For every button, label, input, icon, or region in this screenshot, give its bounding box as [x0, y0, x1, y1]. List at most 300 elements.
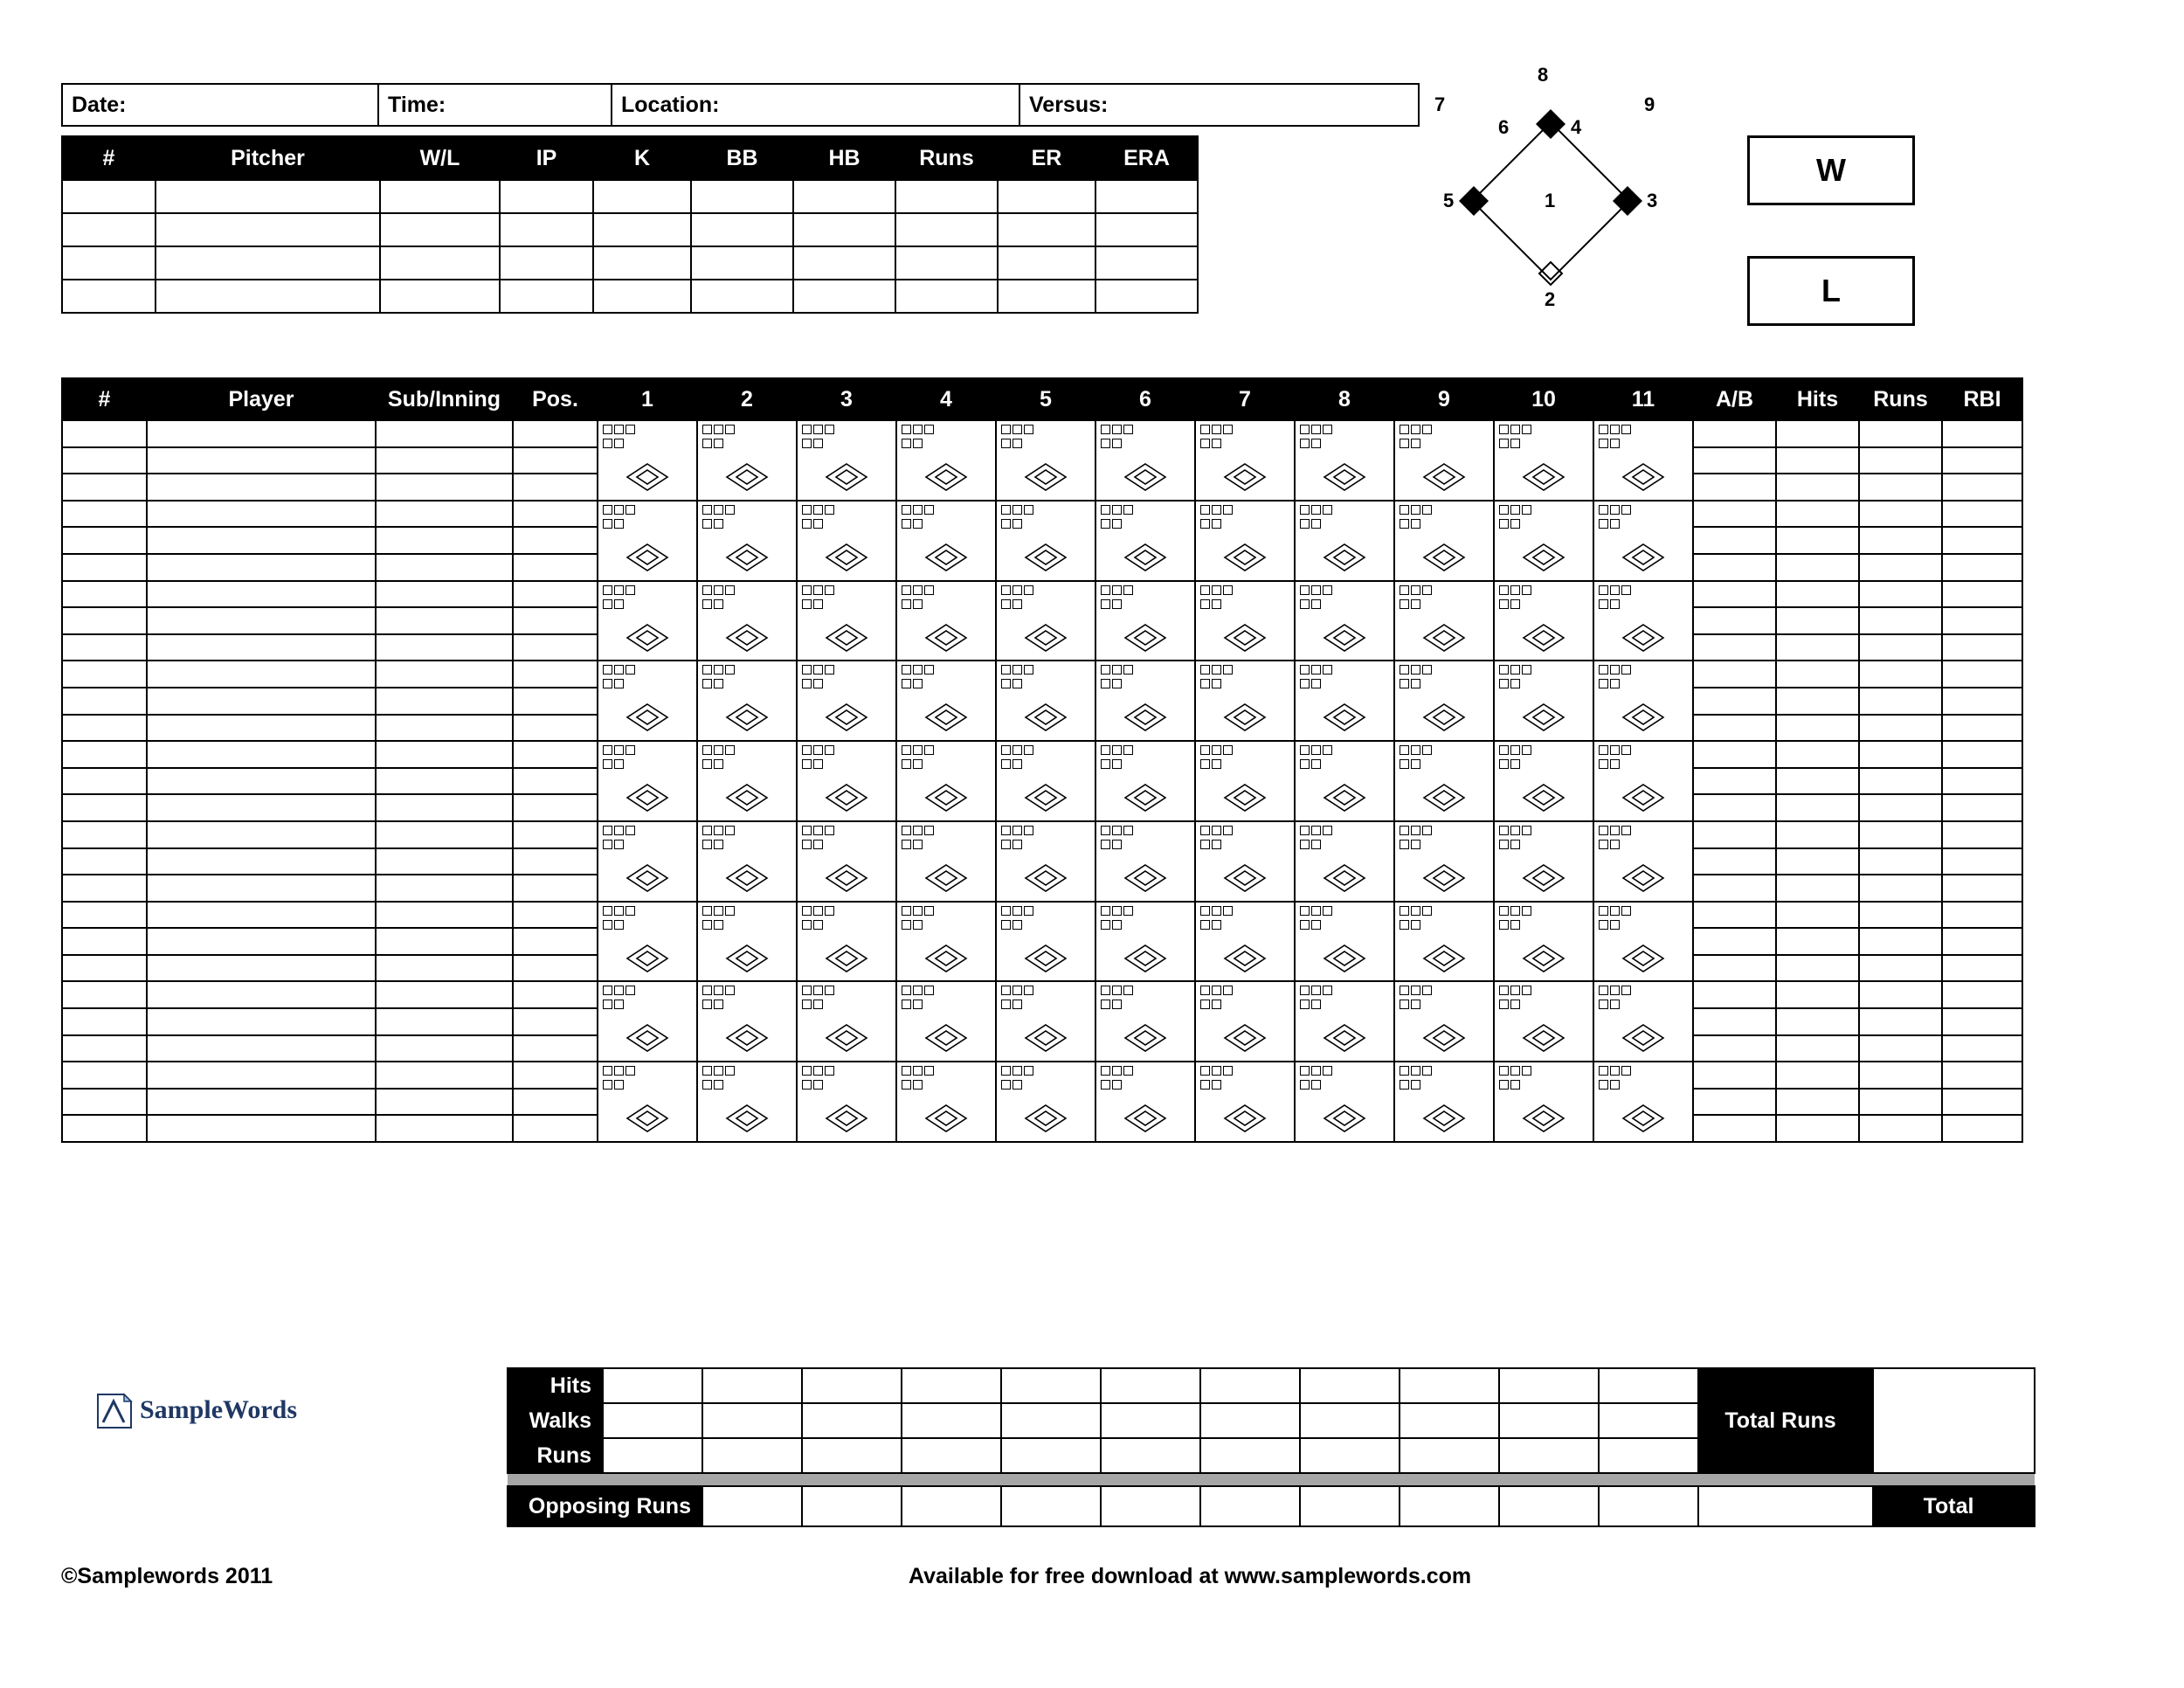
- ball-count-boxes[interactable]: [1400, 505, 1432, 515]
- ball-box[interactable]: [1223, 986, 1233, 995]
- strike-count-boxes[interactable]: [1499, 759, 1520, 769]
- ab-cell[interactable]: [1693, 768, 1776, 795]
- base-path-diamond-icon[interactable]: [824, 461, 869, 499]
- rbi-cell[interactable]: [1942, 581, 2022, 608]
- ball-box[interactable]: [1510, 826, 1520, 835]
- player-name-cell[interactable]: [147, 501, 376, 528]
- pitcher-cell[interactable]: [380, 246, 500, 280]
- ab-cell[interactable]: [1693, 1008, 1776, 1035]
- strike-box[interactable]: [1599, 840, 1608, 849]
- pitcher-cell[interactable]: [156, 213, 380, 246]
- player-name-cell[interactable]: [147, 581, 376, 608]
- base-path-diamond-icon[interactable]: [1421, 461, 1467, 499]
- ball-box[interactable]: [1422, 906, 1432, 916]
- opposing-runs-inning-cell[interactable]: [1400, 1486, 1499, 1526]
- player-name-cell[interactable]: [147, 1008, 376, 1035]
- rbi-cell[interactable]: [1942, 474, 2022, 501]
- strike-box[interactable]: [1013, 920, 1022, 930]
- pitcher-cell[interactable]: [500, 280, 593, 313]
- hits-inning-cell[interactable]: [902, 1368, 1001, 1403]
- ball-box[interactable]: [1422, 505, 1432, 515]
- pitcher-cell[interactable]: [998, 213, 1095, 246]
- inning-cell[interactable]: [1394, 1062, 1494, 1142]
- strike-count-boxes[interactable]: [802, 1080, 823, 1090]
- base-path-diamond-icon[interactable]: [824, 862, 869, 900]
- ball-box[interactable]: [1323, 986, 1332, 995]
- strike-box[interactable]: [1300, 1000, 1310, 1009]
- rbi-cell[interactable]: [1942, 527, 2022, 554]
- runs-cell[interactable]: [1859, 581, 1942, 608]
- ball-count-boxes[interactable]: [1400, 425, 1432, 434]
- ball-box[interactable]: [1123, 505, 1133, 515]
- ball-box[interactable]: [1112, 745, 1122, 755]
- ball-box[interactable]: [614, 505, 624, 515]
- ball-count-boxes[interactable]: [902, 745, 934, 755]
- pitcher-cell[interactable]: [62, 213, 156, 246]
- strike-box[interactable]: [1200, 679, 1210, 688]
- hits-cell[interactable]: [1776, 902, 1859, 929]
- position-cell[interactable]: [513, 634, 598, 661]
- ball-box[interactable]: [924, 585, 934, 595]
- base-path-diamond-icon[interactable]: [1621, 862, 1666, 900]
- strike-box[interactable]: [603, 759, 612, 769]
- opposing-runs-inning-cell[interactable]: [1698, 1486, 1873, 1526]
- base-path-diamond-icon[interactable]: [1023, 542, 1068, 579]
- inning-cell[interactable]: [1095, 501, 1195, 581]
- inning-cell[interactable]: [1195, 1062, 1295, 1142]
- strike-box[interactable]: [1311, 599, 1321, 609]
- opposing-runs-inning-cell[interactable]: [1101, 1486, 1200, 1526]
- rbi-cell[interactable]: [1942, 1115, 2022, 1142]
- pitcher-cell[interactable]: [793, 213, 895, 246]
- strike-box[interactable]: [614, 920, 624, 930]
- ball-box[interactable]: [825, 745, 834, 755]
- inning-cell[interactable]: [697, 821, 797, 902]
- strike-box[interactable]: [902, 840, 911, 849]
- strike-box[interactable]: [1212, 759, 1221, 769]
- strike-count-boxes[interactable]: [1599, 759, 1620, 769]
- player-number-cell[interactable]: [62, 928, 147, 955]
- strike-box[interactable]: [1610, 759, 1620, 769]
- base-path-diamond-icon[interactable]: [1621, 542, 1666, 579]
- sub-inning-cell[interactable]: [376, 768, 513, 795]
- ball-box[interactable]: [1311, 986, 1321, 995]
- inning-cell[interactable]: [1195, 741, 1295, 821]
- ball-box[interactable]: [1212, 1066, 1221, 1076]
- inning-cell[interactable]: [1394, 981, 1494, 1062]
- ball-box[interactable]: [1300, 665, 1310, 675]
- player-name-cell[interactable]: [147, 928, 376, 955]
- inning-cell[interactable]: [598, 501, 697, 581]
- strike-box[interactable]: [1001, 920, 1011, 930]
- pitcher-cell[interactable]: [62, 180, 156, 213]
- ball-box[interactable]: [1024, 906, 1033, 916]
- ball-count-boxes[interactable]: [1200, 585, 1233, 595]
- player-number-cell[interactable]: [62, 688, 147, 715]
- base-path-diamond-icon[interactable]: [1621, 1022, 1666, 1060]
- ball-count-boxes[interactable]: [902, 585, 934, 595]
- ball-box[interactable]: [1621, 906, 1631, 916]
- strike-box[interactable]: [1400, 840, 1409, 849]
- ball-box[interactable]: [1112, 826, 1122, 835]
- ball-box[interactable]: [1024, 425, 1033, 434]
- strike-count-boxes[interactable]: [1300, 920, 1321, 930]
- ball-box[interactable]: [625, 745, 635, 755]
- ball-count-boxes[interactable]: [603, 585, 635, 595]
- strike-box[interactable]: [813, 519, 823, 529]
- ball-box[interactable]: [1522, 505, 1531, 515]
- ball-count-boxes[interactable]: [902, 1066, 934, 1076]
- base-path-diamond-icon[interactable]: [1521, 542, 1566, 579]
- strike-box[interactable]: [1101, 920, 1110, 930]
- strike-count-boxes[interactable]: [802, 519, 823, 529]
- ball-count-boxes[interactable]: [1499, 665, 1531, 675]
- strike-box[interactable]: [802, 1000, 812, 1009]
- ball-box[interactable]: [1323, 505, 1332, 515]
- strike-box[interactable]: [1610, 1000, 1620, 1009]
- player-name-cell[interactable]: [147, 447, 376, 474]
- ball-box[interactable]: [1013, 505, 1022, 515]
- ball-box[interactable]: [1499, 986, 1509, 995]
- runs-cell[interactable]: [1859, 981, 1942, 1008]
- inning-cell[interactable]: [1593, 501, 1693, 581]
- inning-cell[interactable]: [1095, 981, 1195, 1062]
- hits-cell[interactable]: [1776, 1008, 1859, 1035]
- base-path-diamond-icon[interactable]: [724, 542, 770, 579]
- inning-cell[interactable]: [1494, 821, 1593, 902]
- ball-box[interactable]: [1411, 906, 1420, 916]
- strike-count-boxes[interactable]: [1400, 920, 1420, 930]
- ball-box[interactable]: [1311, 826, 1321, 835]
- strike-box[interactable]: [614, 679, 624, 688]
- ball-count-boxes[interactable]: [1400, 826, 1432, 835]
- ball-box[interactable]: [1101, 665, 1110, 675]
- ab-cell[interactable]: [1693, 1035, 1776, 1062]
- ball-box[interactable]: [1223, 906, 1233, 916]
- ball-count-boxes[interactable]: [902, 986, 934, 995]
- strike-count-boxes[interactable]: [1499, 679, 1520, 688]
- inning-cell[interactable]: [1095, 661, 1195, 741]
- hits-inning-cell[interactable]: [802, 1368, 902, 1403]
- ball-count-boxes[interactable]: [1599, 1066, 1631, 1076]
- inning-cell[interactable]: [1095, 581, 1195, 661]
- ball-box[interactable]: [1123, 425, 1133, 434]
- ball-count-boxes[interactable]: [702, 1066, 735, 1076]
- strike-box[interactable]: [1001, 1000, 1011, 1009]
- ball-box[interactable]: [1610, 986, 1620, 995]
- base-path-diamond-icon[interactable]: [1521, 943, 1566, 980]
- strike-box[interactable]: [913, 920, 923, 930]
- strike-count-boxes[interactable]: [1101, 759, 1122, 769]
- ball-count-boxes[interactable]: [603, 906, 635, 916]
- strike-box[interactable]: [603, 599, 612, 609]
- strike-box[interactable]: [1411, 679, 1420, 688]
- hits-cell[interactable]: [1776, 1062, 1859, 1089]
- ball-box[interactable]: [702, 665, 712, 675]
- hits-inning-cell[interactable]: [1599, 1368, 1698, 1403]
- strike-count-boxes[interactable]: [702, 599, 723, 609]
- ball-box[interactable]: [825, 585, 834, 595]
- strike-box[interactable]: [1200, 1080, 1210, 1090]
- player-name-cell[interactable]: [147, 848, 376, 875]
- ball-box[interactable]: [1024, 826, 1033, 835]
- base-path-diamond-icon[interactable]: [1421, 862, 1467, 900]
- strike-box[interactable]: [603, 679, 612, 688]
- strike-box[interactable]: [1001, 840, 1011, 849]
- position-cell[interactable]: [513, 501, 598, 528]
- player-name-cell[interactable]: [147, 821, 376, 848]
- strike-box[interactable]: [1599, 439, 1608, 448]
- ball-count-boxes[interactable]: [802, 505, 834, 515]
- pitcher-cell[interactable]: [691, 246, 793, 280]
- ball-count-boxes[interactable]: [1400, 665, 1432, 675]
- pitcher-cell[interactable]: [691, 280, 793, 313]
- ball-box[interactable]: [1001, 1066, 1011, 1076]
- opposing-runs-inning-cell[interactable]: [1200, 1486, 1300, 1526]
- ball-count-boxes[interactable]: [902, 665, 934, 675]
- pitcher-cell[interactable]: [500, 213, 593, 246]
- ball-box[interactable]: [1510, 585, 1520, 595]
- ball-box[interactable]: [714, 826, 723, 835]
- strike-box[interactable]: [1610, 920, 1620, 930]
- ab-cell[interactable]: [1693, 955, 1776, 982]
- base-path-diamond-icon[interactable]: [1023, 782, 1068, 820]
- base-path-diamond-icon[interactable]: [1621, 943, 1666, 980]
- runs-inning-cell[interactable]: [1001, 1438, 1101, 1473]
- strike-box[interactable]: [1001, 439, 1011, 448]
- strike-count-boxes[interactable]: [1200, 920, 1221, 930]
- ball-box[interactable]: [902, 425, 911, 434]
- ball-box[interactable]: [603, 826, 612, 835]
- inning-cell[interactable]: [797, 821, 896, 902]
- ab-cell[interactable]: [1693, 1115, 1776, 1142]
- strike-box[interactable]: [1400, 1000, 1409, 1009]
- walks-inning-cell[interactable]: [702, 1403, 802, 1438]
- hits-inning-cell[interactable]: [603, 1368, 702, 1403]
- hits-cell[interactable]: [1776, 634, 1859, 661]
- base-path-diamond-icon[interactable]: [1023, 461, 1068, 499]
- ball-box[interactable]: [1510, 745, 1520, 755]
- ball-box[interactable]: [603, 505, 612, 515]
- ball-box[interactable]: [1101, 986, 1110, 995]
- inning-cell[interactable]: [1593, 981, 1693, 1062]
- ball-box[interactable]: [1013, 986, 1022, 995]
- ball-box[interactable]: [1422, 826, 1432, 835]
- ball-box[interactable]: [1400, 425, 1409, 434]
- runs-cell[interactable]: [1859, 848, 1942, 875]
- inning-cell[interactable]: [1494, 501, 1593, 581]
- hits-inning-cell[interactable]: [1300, 1368, 1400, 1403]
- strike-box[interactable]: [1411, 599, 1420, 609]
- inning-cell[interactable]: [797, 741, 896, 821]
- player-number-cell[interactable]: [62, 474, 147, 501]
- ball-box[interactable]: [702, 745, 712, 755]
- rbi-cell[interactable]: [1942, 794, 2022, 821]
- strike-count-boxes[interactable]: [1599, 599, 1620, 609]
- strike-box[interactable]: [702, 439, 712, 448]
- inning-cell[interactable]: [1095, 741, 1195, 821]
- ball-count-boxes[interactable]: [1200, 826, 1233, 835]
- strike-box[interactable]: [614, 1080, 624, 1090]
- strike-box[interactable]: [1411, 1000, 1420, 1009]
- ball-count-boxes[interactable]: [802, 425, 834, 434]
- inning-cell[interactable]: [1593, 821, 1693, 902]
- strike-count-boxes[interactable]: [902, 1080, 923, 1090]
- ball-box[interactable]: [1112, 906, 1122, 916]
- strike-count-boxes[interactable]: [1101, 840, 1122, 849]
- ball-box[interactable]: [625, 986, 635, 995]
- base-path-diamond-icon[interactable]: [625, 1103, 670, 1140]
- strike-count-boxes[interactable]: [1300, 1000, 1321, 1009]
- strike-box[interactable]: [902, 679, 911, 688]
- runs-cell[interactable]: [1859, 741, 1942, 768]
- strike-box[interactable]: [902, 599, 911, 609]
- player-number-cell[interactable]: [62, 447, 147, 474]
- strike-box[interactable]: [1411, 439, 1420, 448]
- ball-box[interactable]: [1400, 665, 1409, 675]
- ball-box[interactable]: [714, 665, 723, 675]
- player-number-cell[interactable]: [62, 501, 147, 528]
- ball-count-boxes[interactable]: [1300, 505, 1332, 515]
- strike-box[interactable]: [1212, 679, 1221, 688]
- strike-box[interactable]: [1400, 679, 1409, 688]
- ball-box[interactable]: [1101, 425, 1110, 434]
- walks-inning-cell[interactable]: [1499, 1403, 1599, 1438]
- strike-box[interactable]: [1300, 599, 1310, 609]
- inning-cell[interactable]: [1494, 981, 1593, 1062]
- ball-box[interactable]: [1400, 505, 1409, 515]
- strike-count-boxes[interactable]: [1200, 679, 1221, 688]
- position-cell[interactable]: [513, 527, 598, 554]
- ball-count-boxes[interactable]: [1400, 1066, 1432, 1076]
- runs-cell[interactable]: [1859, 501, 1942, 528]
- strike-box[interactable]: [1599, 1080, 1608, 1090]
- ball-box[interactable]: [913, 665, 923, 675]
- ball-box[interactable]: [614, 585, 624, 595]
- strike-count-boxes[interactable]: [1400, 1000, 1420, 1009]
- hits-cell[interactable]: [1776, 848, 1859, 875]
- ball-count-boxes[interactable]: [1499, 505, 1531, 515]
- strike-box[interactable]: [1212, 599, 1221, 609]
- runs-cell[interactable]: [1859, 768, 1942, 795]
- ball-box[interactable]: [1024, 986, 1033, 995]
- base-path-diamond-icon[interactable]: [625, 702, 670, 739]
- ball-box[interactable]: [1522, 986, 1531, 995]
- ball-count-boxes[interactable]: [603, 1066, 635, 1076]
- position-cell[interactable]: [513, 821, 598, 848]
- ab-cell[interactable]: [1693, 420, 1776, 447]
- ball-box[interactable]: [1001, 986, 1011, 995]
- strike-box[interactable]: [913, 519, 923, 529]
- base-path-diamond-icon[interactable]: [724, 622, 770, 660]
- ball-box[interactable]: [1200, 505, 1210, 515]
- ball-box[interactable]: [1621, 425, 1631, 434]
- base-path-diamond-icon[interactable]: [1322, 461, 1367, 499]
- position-cell[interactable]: [513, 981, 598, 1008]
- inning-cell[interactable]: [1195, 661, 1295, 741]
- ball-count-boxes[interactable]: [1200, 986, 1233, 995]
- player-number-cell[interactable]: [62, 794, 147, 821]
- ball-box[interactable]: [1422, 665, 1432, 675]
- ball-box[interactable]: [1300, 745, 1310, 755]
- ball-box[interactable]: [1200, 826, 1210, 835]
- ball-count-boxes[interactable]: [1599, 665, 1631, 675]
- inning-cell[interactable]: [1295, 501, 1394, 581]
- strike-box[interactable]: [1411, 759, 1420, 769]
- ball-box[interactable]: [1411, 585, 1420, 595]
- walks-inning-cell[interactable]: [1200, 1403, 1300, 1438]
- player-name-cell[interactable]: [147, 715, 376, 742]
- inning-cell[interactable]: [1295, 981, 1394, 1062]
- strike-box[interactable]: [1300, 439, 1310, 448]
- ball-box[interactable]: [902, 505, 911, 515]
- strike-count-boxes[interactable]: [902, 439, 923, 448]
- sub-inning-cell[interactable]: [376, 981, 513, 1008]
- position-cell[interactable]: [513, 581, 598, 608]
- inning-cell[interactable]: [996, 420, 1095, 501]
- ball-count-boxes[interactable]: [603, 986, 635, 995]
- ball-box[interactable]: [1001, 585, 1011, 595]
- inning-cell[interactable]: [1295, 661, 1394, 741]
- ball-box[interactable]: [1013, 425, 1022, 434]
- base-path-diamond-icon[interactable]: [1322, 542, 1367, 579]
- strike-box[interactable]: [813, 439, 823, 448]
- ball-box[interactable]: [802, 826, 812, 835]
- ball-box[interactable]: [1101, 1066, 1110, 1076]
- runs-cell[interactable]: [1859, 715, 1942, 742]
- position-cell[interactable]: [513, 768, 598, 795]
- ball-box[interactable]: [1323, 665, 1332, 675]
- strike-count-boxes[interactable]: [1599, 679, 1620, 688]
- base-path-diamond-icon[interactable]: [923, 943, 969, 980]
- inning-cell[interactable]: [1295, 420, 1394, 501]
- ball-box[interactable]: [1621, 986, 1631, 995]
- strike-count-boxes[interactable]: [1499, 1080, 1520, 1090]
- strike-box[interactable]: [714, 439, 723, 448]
- strike-count-boxes[interactable]: [902, 920, 923, 930]
- player-number-cell[interactable]: [62, 554, 147, 581]
- hits-cell[interactable]: [1776, 715, 1859, 742]
- rbi-cell[interactable]: [1942, 848, 2022, 875]
- base-path-diamond-icon[interactable]: [1023, 1103, 1068, 1140]
- base-path-diamond-icon[interactable]: [1222, 782, 1268, 820]
- player-name-cell[interactable]: [147, 955, 376, 982]
- ball-count-boxes[interactable]: [802, 986, 834, 995]
- ball-box[interactable]: [702, 425, 712, 434]
- ball-box[interactable]: [1013, 585, 1022, 595]
- ball-count-boxes[interactable]: [1400, 585, 1432, 595]
- base-path-diamond-icon[interactable]: [1123, 943, 1168, 980]
- ball-count-boxes[interactable]: [1101, 665, 1133, 675]
- total-runs-value[interactable]: [1873, 1368, 2035, 1473]
- strike-count-boxes[interactable]: [902, 840, 923, 849]
- strike-box[interactable]: [1101, 439, 1110, 448]
- strike-box[interactable]: [913, 679, 923, 688]
- runs-cell[interactable]: [1859, 902, 1942, 929]
- ball-box[interactable]: [825, 425, 834, 434]
- ball-box[interactable]: [1001, 425, 1011, 434]
- ball-box[interactable]: [1323, 826, 1332, 835]
- strike-count-boxes[interactable]: [603, 679, 624, 688]
- inning-cell[interactable]: [598, 902, 697, 982]
- player-number-cell[interactable]: [62, 768, 147, 795]
- ball-box[interactable]: [625, 826, 635, 835]
- ball-box[interactable]: [1323, 585, 1332, 595]
- ball-count-boxes[interactable]: [802, 665, 834, 675]
- player-number-cell[interactable]: [62, 527, 147, 554]
- strike-box[interactable]: [1212, 519, 1221, 529]
- hits-cell[interactable]: [1776, 1089, 1859, 1116]
